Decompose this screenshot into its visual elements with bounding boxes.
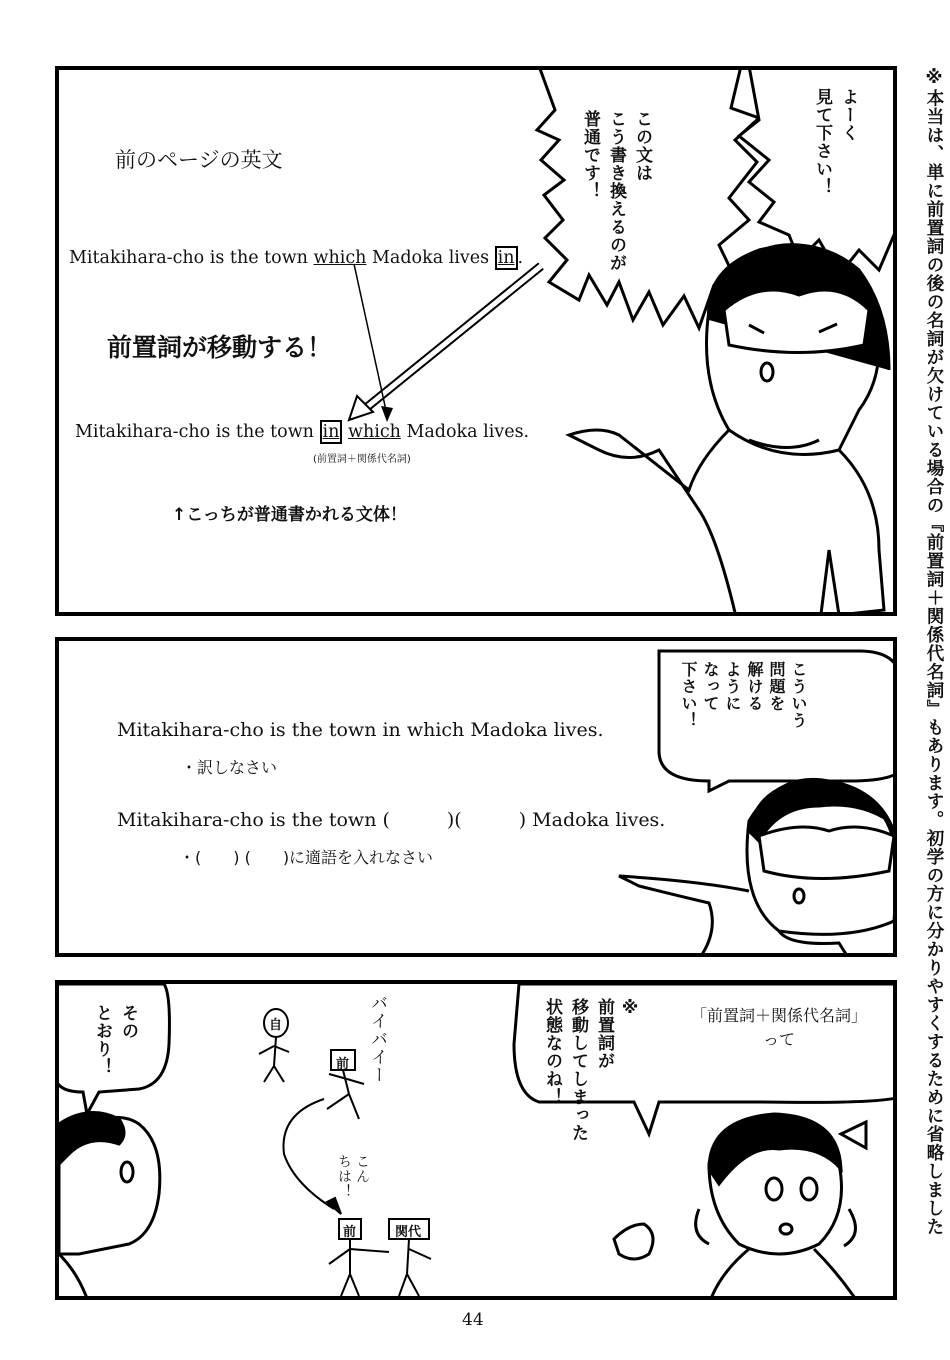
panel3-bubble-left-text: その とおり！ — [92, 1004, 138, 1076]
panel1-bubble-right-text: よーく 見て下さい！ — [812, 88, 858, 196]
side-note: ※本当は、単に前置詞の後の名詞が欠けている場合の『前置詞＋関係代名詞』もあります。初学の方に分かりやすくするために省略しました — [924, 68, 944, 1236]
sentence2-end: Madoka lives. — [400, 422, 530, 442]
sentence1-pre: Mitakihara-cho is the town — [69, 248, 314, 268]
label-mae-1: 前 — [336, 1057, 350, 1072]
panel1-bubble-left-text: この文は こう書き換えるのが 普通です！ — [580, 110, 652, 272]
sentence2-pre: Mitakihara-cho is the town — [75, 422, 320, 442]
character-right — [614, 1114, 866, 1300]
panel1-sentence-original — [69, 248, 523, 268]
panel1-move-label: 前置詞が移動する！ — [107, 333, 333, 362]
label-mae-2: 前 — [343, 1225, 357, 1240]
panel1-heading: 前のページの英文 — [115, 148, 283, 172]
character-left — [59, 1113, 160, 1300]
panel-1 — [55, 66, 897, 616]
panel-3 — [55, 980, 897, 1300]
sfx-hello: こん ちは！ — [336, 1154, 370, 1199]
panel3-bubble-right-body: ※ 前置詞が 移動してしまった 状態なのね！ — [542, 998, 640, 1142]
sentence1-in: in — [495, 246, 518, 270]
page-number: 44 — [462, 1310, 484, 1330]
label-kandai: 関代 — [395, 1225, 422, 1240]
panel1-sentence-rewritten — [75, 422, 529, 442]
panel2-bubble-text: こういう 問題を 解ける ように なって 下さい！ — [679, 661, 808, 729]
panel-2 — [55, 637, 897, 957]
sfx-byebye: バイバイー — [367, 994, 387, 1084]
panel2-sentence-a: Mitakihara-cho is the town in which Madoka lives. — [117, 719, 604, 741]
sentence1-which: which — [313, 248, 367, 268]
label-ji: 自 — [269, 1018, 283, 1033]
panel2-sentence-b: Mitakihara-cho is the town ( )( ) Madoka lives. — [117, 809, 666, 831]
panel1-note: ↑こっちが普通書かれる文体！ — [172, 505, 407, 525]
panel2-instr-a: ・訳しなさい — [181, 758, 278, 777]
panel2-instr-b: ・( ) ( )に適語を入れなさい — [179, 848, 434, 867]
panel1-caption-small: (前置詞＋関係代名詞) — [313, 454, 411, 465]
sentence2-which: which — [347, 422, 401, 442]
sentence2-in: in — [320, 420, 343, 444]
sentence1-mid: Madoka lives — [366, 248, 495, 268]
sentence1-end: . — [517, 248, 524, 268]
panel3-bubble-right-top: 「前置詞＋関係代名詞」 って — [690, 1006, 867, 1049]
